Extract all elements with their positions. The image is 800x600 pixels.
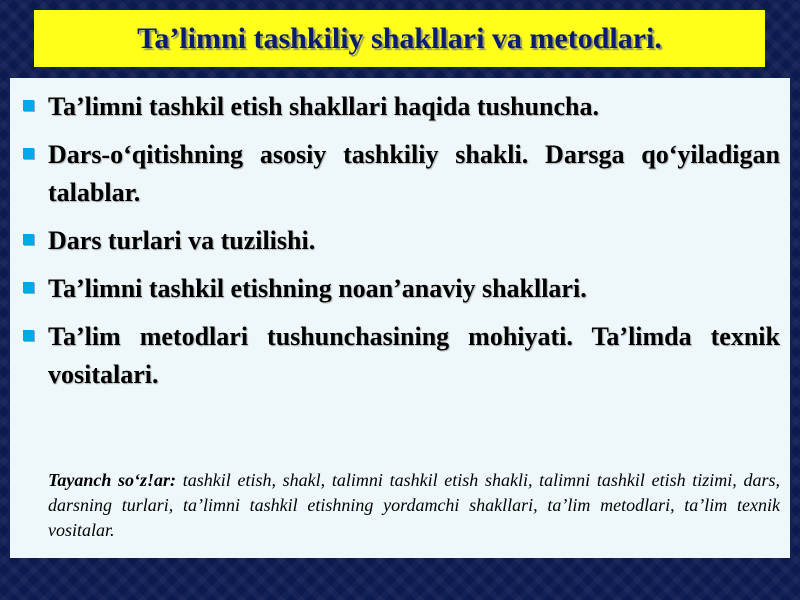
square-bullet-icon <box>23 148 34 159</box>
list-item <box>10 136 790 212</box>
square-bullet-icon <box>23 282 34 293</box>
topic-list <box>10 88 790 404</box>
list-item <box>10 88 790 126</box>
keywords-label: Tayanch so‘z!ar: <box>48 470 177 490</box>
list-item-text: Ta’limni tashkil etishning noan’anaviy shakllari. <box>48 274 587 303</box>
list-item <box>10 270 790 308</box>
list-item-text: Ta’limni tashkil etish shakllari haqida tushuncha. <box>48 92 600 121</box>
keywords-paragraph <box>48 468 780 543</box>
square-bullet-icon <box>23 330 34 341</box>
slide-title: Ta’limni tashkiliy shakllari va metodlari. <box>137 21 662 55</box>
content-panel <box>10 78 790 558</box>
list-item-text: Dars-o‘qitishning asosiy tashkiliy shakli. Darsga qo‘yiladigan talablar. <box>48 140 780 207</box>
square-bullet-icon <box>23 100 34 111</box>
list-item <box>10 318 790 394</box>
keywords-text: tashkil etish, shakl, talimni tashkil etish shakli, talimni tashkil etish tizimi, dars, darsning turlari, ta’limni tashkil etishning yordamchi shakllari, ta’lim metodlari, ta’lim texnik vositalar. <box>48 470 780 540</box>
list-item-text: Ta’lim metodlari tushunchasining mohiyati. Ta’limda texnik vositalari. <box>48 322 780 389</box>
list-item-text: Dars turlari va tuzilishi. <box>48 226 316 255</box>
title-banner <box>34 10 765 67</box>
list-item <box>10 222 790 260</box>
square-bullet-icon <box>23 234 34 245</box>
